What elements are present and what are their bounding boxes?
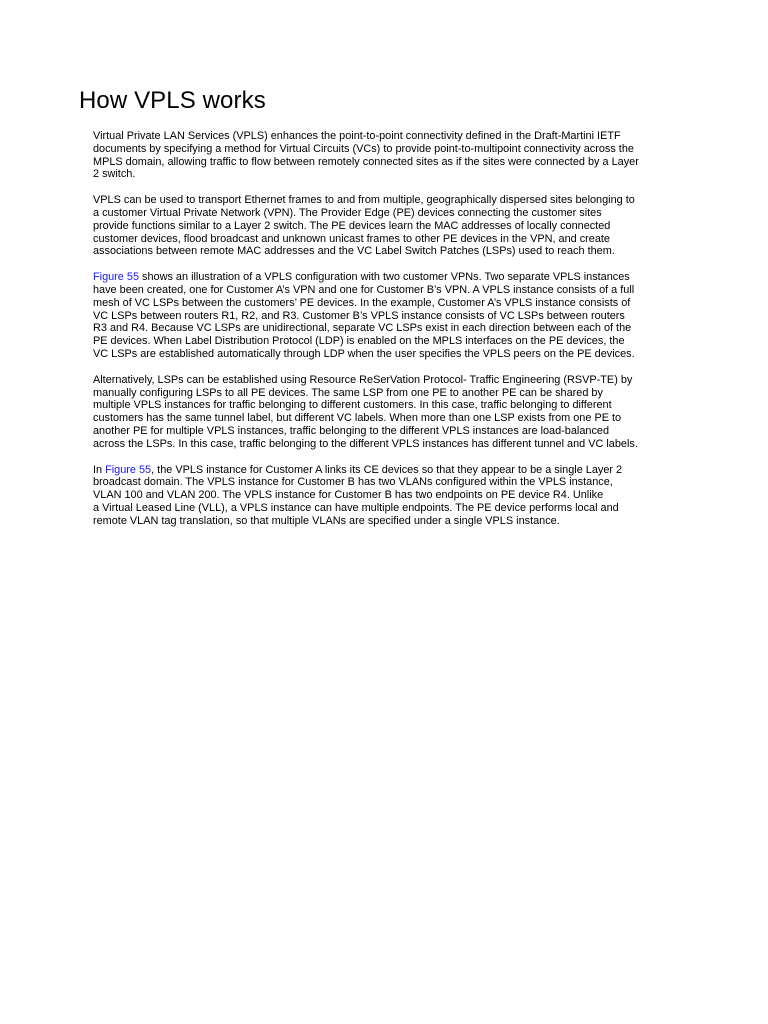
text-line: broadcast domain. The VPLS instance for Customer B has two VLANs configured within the VPLS instance,	[93, 476, 613, 489]
text-run: , the VPLS instance for Customer A links its CE devices so that they appear to be a single Layer 2	[151, 463, 623, 476]
text-line: VPLS can be used to transport Ethernet frames to and from multiple, geographically dispersed sites belonging to	[93, 194, 635, 207]
text-line	[93, 271, 693, 284]
text-line: a customer Virtual Private Network (VPN). The Provider Edge (PE) devices connecting the customer sites	[93, 206, 602, 219]
paragraph-customer-vpls-instances	[93, 464, 693, 528]
page-title: How VPLS works	[79, 87, 266, 114]
text-line: multiple VPLS instances for traffic belonging to different customers. In this case, traffic belonging to different	[93, 399, 612, 412]
text-line: MPLS domain, allowing traffic to flow between remotely connected sites as if the sites were connected by a Layer	[93, 155, 639, 168]
text-line: a Virtual Leased Line (VLL), a VPLS instance can have multiple endpoints. The PE device performs local and	[93, 501, 619, 514]
text-line: customer devices, flood broadcast and unknown unicast frames to other PE devices in the VPN, and create	[93, 232, 610, 245]
text-line: customers has the same tunnel label, but different VC labels. When more than one LSP exists from one PE to	[93, 412, 622, 425]
figure-55-link[interactable]: Figure 55	[93, 271, 140, 284]
text-line: Virtual Private LAN Services (VPLS) enhances the point-to-point connectivity defined in the Draft-Martini IETF	[93, 130, 621, 142]
text-line: have been created, one for Customer A’s VPN and one for Customer B’s VPN. A VPLS instance consists of a full	[93, 283, 635, 296]
text-line: VLAN 100 and VLAN 200. The VPLS instance for Customer B has two endpoints on PE device R4. Unlike	[93, 489, 604, 502]
text-run: In	[93, 463, 106, 476]
paragraph-rsvp-te	[93, 374, 693, 451]
text-line: R3 and R4. Because VC LSPs are unidirectional, separate VC LSPs exist in each direction between each of the	[93, 322, 632, 335]
text-line: provide functions similar to a Layer 2 switch. The PE devices learn the MAC addresses of locally connected	[93, 219, 611, 232]
text-line: remote VLAN tag translation, so that multiple VLANs are specified under a single VPLS instance.	[93, 514, 560, 527]
paragraph-vpls-transport	[93, 194, 693, 258]
paragraph-figure-55-illustration	[93, 271, 693, 361]
text-line: VC LSPs are established automatically through LDP when the user specifies the VPLS peers on the PE devices.	[93, 347, 635, 360]
text-line: 2 switch.	[93, 168, 136, 181]
text-line: associations between remote MAC addresses and the VC Label Switch Patches (LSPs) used to reach them.	[93, 245, 615, 258]
text-line: manually configuring LSPs to all PE devices. The same LSP from one PE to another PE can be shared by	[93, 386, 603, 399]
text-line: Alternatively, LSPs can be established using Resource ReSerVation Protocol- Traffic Engineering (RSVP-TE) by	[93, 373, 633, 386]
text-line: another PE for multiple VPLS instances, traffic belonging to the different VPLS instances are load-balanced	[93, 424, 610, 437]
text-line: mesh of VC LSPs between the customers’ PE devices. In the example, Customer A’s VPLS instance consists of	[93, 296, 631, 309]
text-line: across the LSPs. In this case, traffic belonging to the different VPLS instances has different tunnel and VC labels.	[93, 437, 638, 450]
figure-55-link[interactable]: Figure 55	[105, 463, 152, 476]
paragraph-vpls-intro	[93, 130, 693, 181]
text-line: documents by specifying a method for Virtual Circuits (VCs) to provide point-to-multipoint connectivity across the	[93, 142, 634, 155]
text-run: shows an illustration of a VPLS configuration with two customer VPNs. Two separate VPLS instances	[139, 271, 630, 284]
text-line	[93, 464, 693, 477]
text-line: VC LSPs between routers R1, R2, and R3. Customer B’s VPLS instance consists of VC LSPs between routers	[93, 309, 625, 322]
text-line: PE devices. When Label Distribution Protocol (LDP) is enabled on the MPLS interfaces on the PE devices, the	[93, 335, 625, 348]
body-text	[93, 130, 693, 541]
